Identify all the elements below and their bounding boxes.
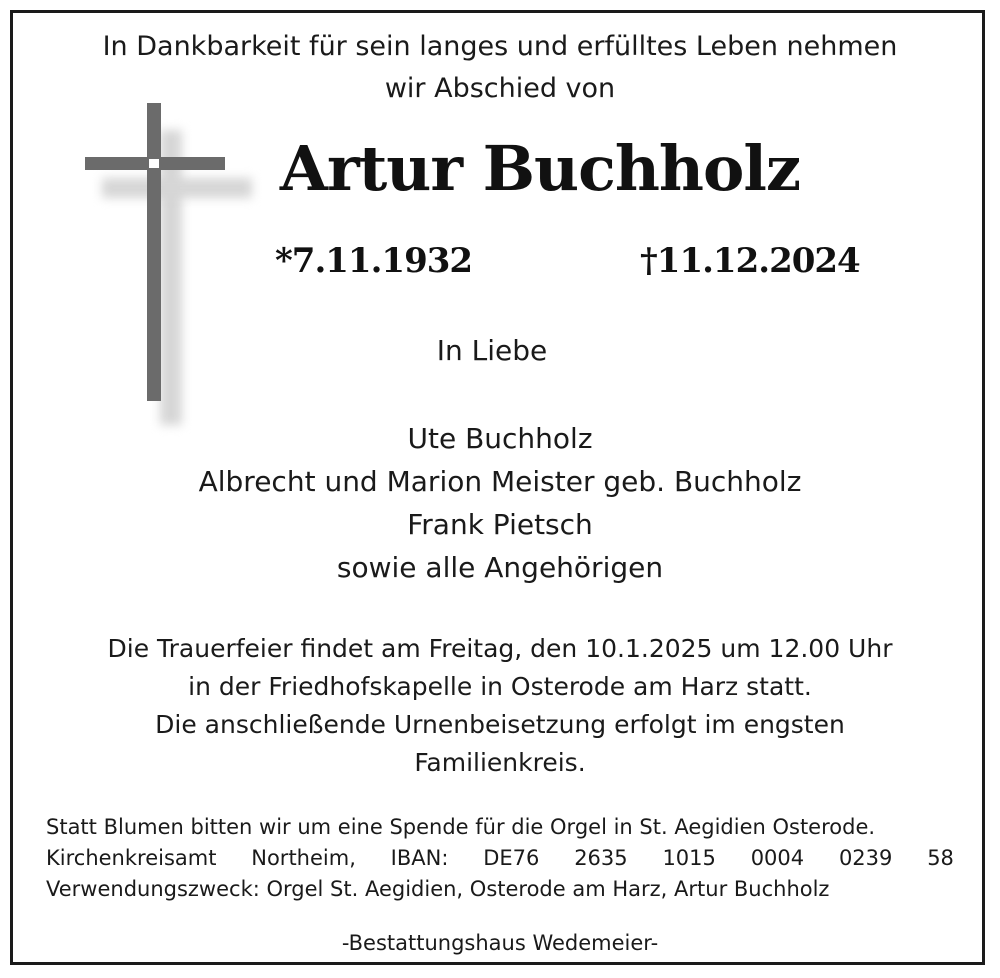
donation-line-3: Verwendungszweck: Orgel St. Aegidien, Osterode am Harz, Artur Buchholz	[46, 877, 830, 901]
donation-iban-part: 58	[927, 846, 954, 870]
deceased-name: Artur Buchholz	[279, 132, 801, 205]
donation-iban-part: 0239	[838, 846, 893, 870]
death-date: †11.12.2024	[640, 241, 860, 281]
ceremony-line-1: Die Trauerfeier findet am Freitag, den 10.1.2025 um 12.00 Uhr	[107, 634, 893, 663]
intro-line-2: wir Abschied von	[384, 73, 616, 104]
donation-iban-part: 0004	[750, 846, 805, 870]
donation-iban-part: DE76	[483, 846, 540, 870]
mourner-line-3: Frank Pietsch	[407, 508, 593, 541]
donation-block	[46, 812, 954, 905]
donation-iban-part: Northeim,	[251, 846, 356, 870]
donation-line-1: Statt Blumen bitten wir um eine Spende für die Orgel in St. Aegidien Osterode.	[46, 815, 876, 839]
donation-iban-part: 2635	[574, 846, 628, 870]
donation-iban-line	[46, 843, 954, 874]
donation-iban-part: IBAN:	[390, 846, 449, 870]
ceremony-line-3: Die anschließende Urnenbeisetzung erfolgt im engsten	[155, 710, 845, 739]
mourner-line-1: Ute Buchholz	[407, 422, 593, 455]
mourner-line-4: sowie alle Angehörigen	[336, 551, 664, 584]
intro-line-1: In Dankbarkeit für sein langes und erfülltes Leben nehmen	[102, 31, 898, 62]
donation-iban-part: 1015	[662, 846, 716, 870]
birth-date: *7.11.1932	[275, 241, 473, 281]
mourner-line-2: Albrecht und Marion Meister geb. Buchholz	[198, 465, 802, 498]
donation-iban-part: Kirchenkreisamt	[46, 846, 217, 870]
undertaker-name: -Bestattungshaus Wedemeier-	[341, 931, 659, 955]
ceremony-line-4: Familienkreis.	[414, 748, 586, 777]
in-love-text: In Liebe	[436, 334, 548, 367]
ceremony-line-2: in der Friedhofskapelle in Osterode am Harz statt.	[188, 672, 812, 701]
